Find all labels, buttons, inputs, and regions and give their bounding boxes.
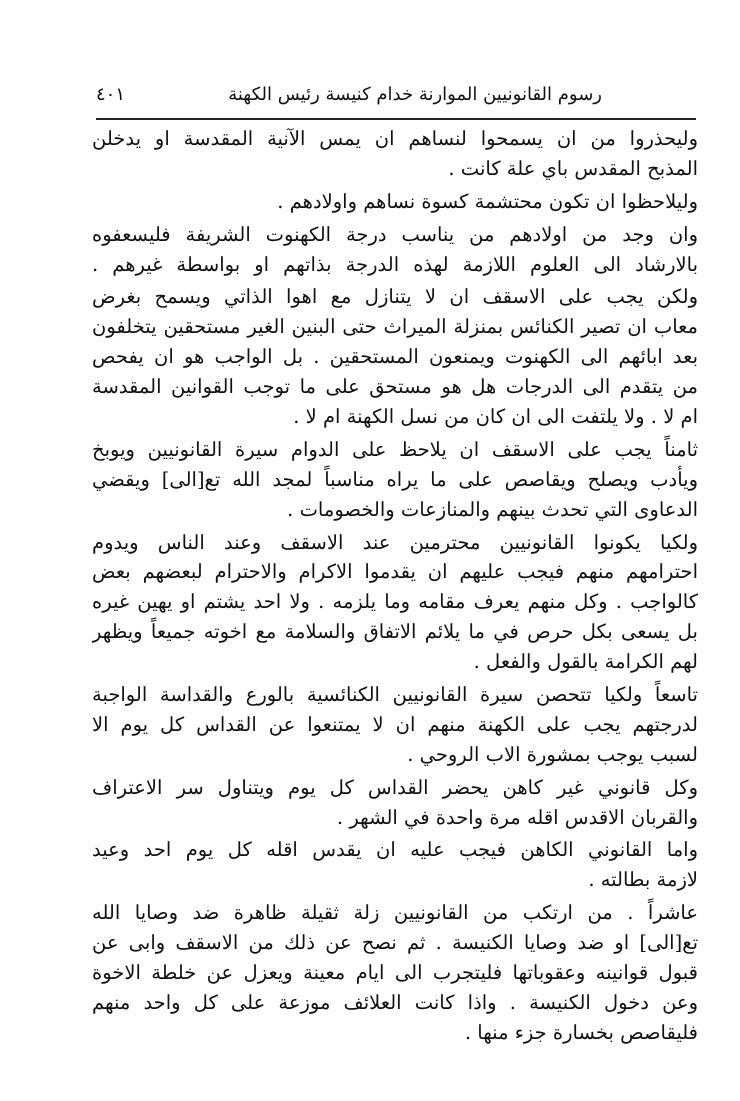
text-line: ولكن يجب على الاسقف ان لا يتنازل مع اهوا الذاتي ويسمح بغرض: [92, 285, 698, 309]
page-number: ٤٠١: [96, 84, 126, 105]
text-line: وكل قانوني غير كاهن يحضر القداس كل يوم ويتناول سر الاعتراف: [92, 775, 698, 799]
text-line: بالارشاد الى العلوم اللازمة لهذه الدرجة بذاتهم او بواسطة غيرهم .: [92, 252, 698, 276]
text-line: عاشراً . من ارتكب من القانونيين زلة ثقيلة ظاهرة ضد وصايا الله: [92, 901, 698, 925]
text-line: وان وجد من اولادهم من يناسب درجة الكهنوت الشريفة فليسعفوه: [92, 222, 698, 246]
text-line: واما القانوني الكاهن فيجب عليه ان يقدس اقله كل يوم احد وعيد: [92, 838, 698, 862]
text-line: وليلاحظوا ان تكون محتشمة كسوة نساهم واولادهم .: [277, 189, 698, 213]
text-line: من يتقدم الى الدرجات هل هو مستحق على ما توجب القوانين المقدسة: [92, 375, 698, 399]
header-divider: [96, 118, 696, 120]
text-line: المذبح المقدس باي علة كانت .: [448, 156, 698, 180]
page-header: [96, 82, 692, 114]
text-line: لسبب يوجب بمشورة الاب الروحي .: [407, 742, 698, 766]
text-line: ام لا . ولا يلتفت الى ان كان من نسل الكهنة ام لا .: [293, 405, 698, 429]
body-text: [92, 124, 698, 1048]
text-line: الدعاوى التي تحدث بينهم والمنازعات والخصومات .: [287, 497, 698, 521]
text-line: ثامناً يجب على الاسقف ان يلاحظ على الدوام سيرة القانونيين ويوبخ: [92, 437, 698, 461]
text-line: وعن دخول الكنيسة . واذا كانت العلائف موزعة على كل واحد منهم: [92, 990, 698, 1014]
text-line: معاب ان تصير الكنائس بمنزلة الميراث حتى البنين الغير مستحقين يتخلفون: [92, 315, 698, 339]
text-line: تع[الى] او ضد وصايا الكنيسة . ثم نصح عن ذلك من الاسقف وابى عن: [92, 931, 698, 955]
text-line: ولكيا يكونوا القانونيين محترمين عند الاسقف وعند الناس ويدوم: [92, 530, 698, 554]
text-line: فليقاصص بخسارة جزء منها .: [464, 1020, 698, 1044]
text-line: لازمة بطالته .: [588, 868, 698, 892]
text-line: بل يسعى بكل حرص في ما يلائم الاتفاق والسلامة مع اخوته جميعاً ويظهر: [92, 620, 698, 644]
text-line: لدرجتهم يجب على الكهنة منهم ان لا يمتنعوا عن القداس كل يوم الا: [92, 712, 698, 736]
text-line: لهم الكرامة بالقول والفعل .: [473, 650, 698, 674]
text-line: تاسعاً ولكيا تتحصن سيرة القانونيين الكنائسية بالورع والقداسة الواجبة: [92, 683, 698, 707]
running-title: رسوم القانونيين الموارنة خدام كنيسة رئيس الكهنة: [228, 84, 602, 105]
text-line: بعد ابائهم الى الكهنوت ويمنعون المستحقين . بل الواجب هو ان يفحص: [92, 345, 698, 369]
text-line: احترامهم منهم فيجب عليهم ان يقدموا الاكرام والاحترام لبعضهم بعض: [92, 560, 698, 584]
text-line: والقربان الاقدس اقله مرة واحدة في الشهر .: [336, 805, 698, 829]
text-line: كالواجب . وكل منهم يعرف مقامه وما يلزمه . ولا احد يشتم او يهين غيره: [92, 590, 698, 614]
text-line: وليحذروا من ان يسمحوا لنساهم ان يمس الآنية المقدسة او يدخلن: [92, 127, 698, 150]
text-line: ويأدب ويصلح ويقاصص على ما يراه مناسباً لمجد الله تع[الى] ويقضي: [92, 467, 698, 491]
text-line: قبول قوانينه وعقوباتها فليتجرب الى ايام معينة ويعزل عن خلطة الاخوة: [92, 961, 698, 985]
